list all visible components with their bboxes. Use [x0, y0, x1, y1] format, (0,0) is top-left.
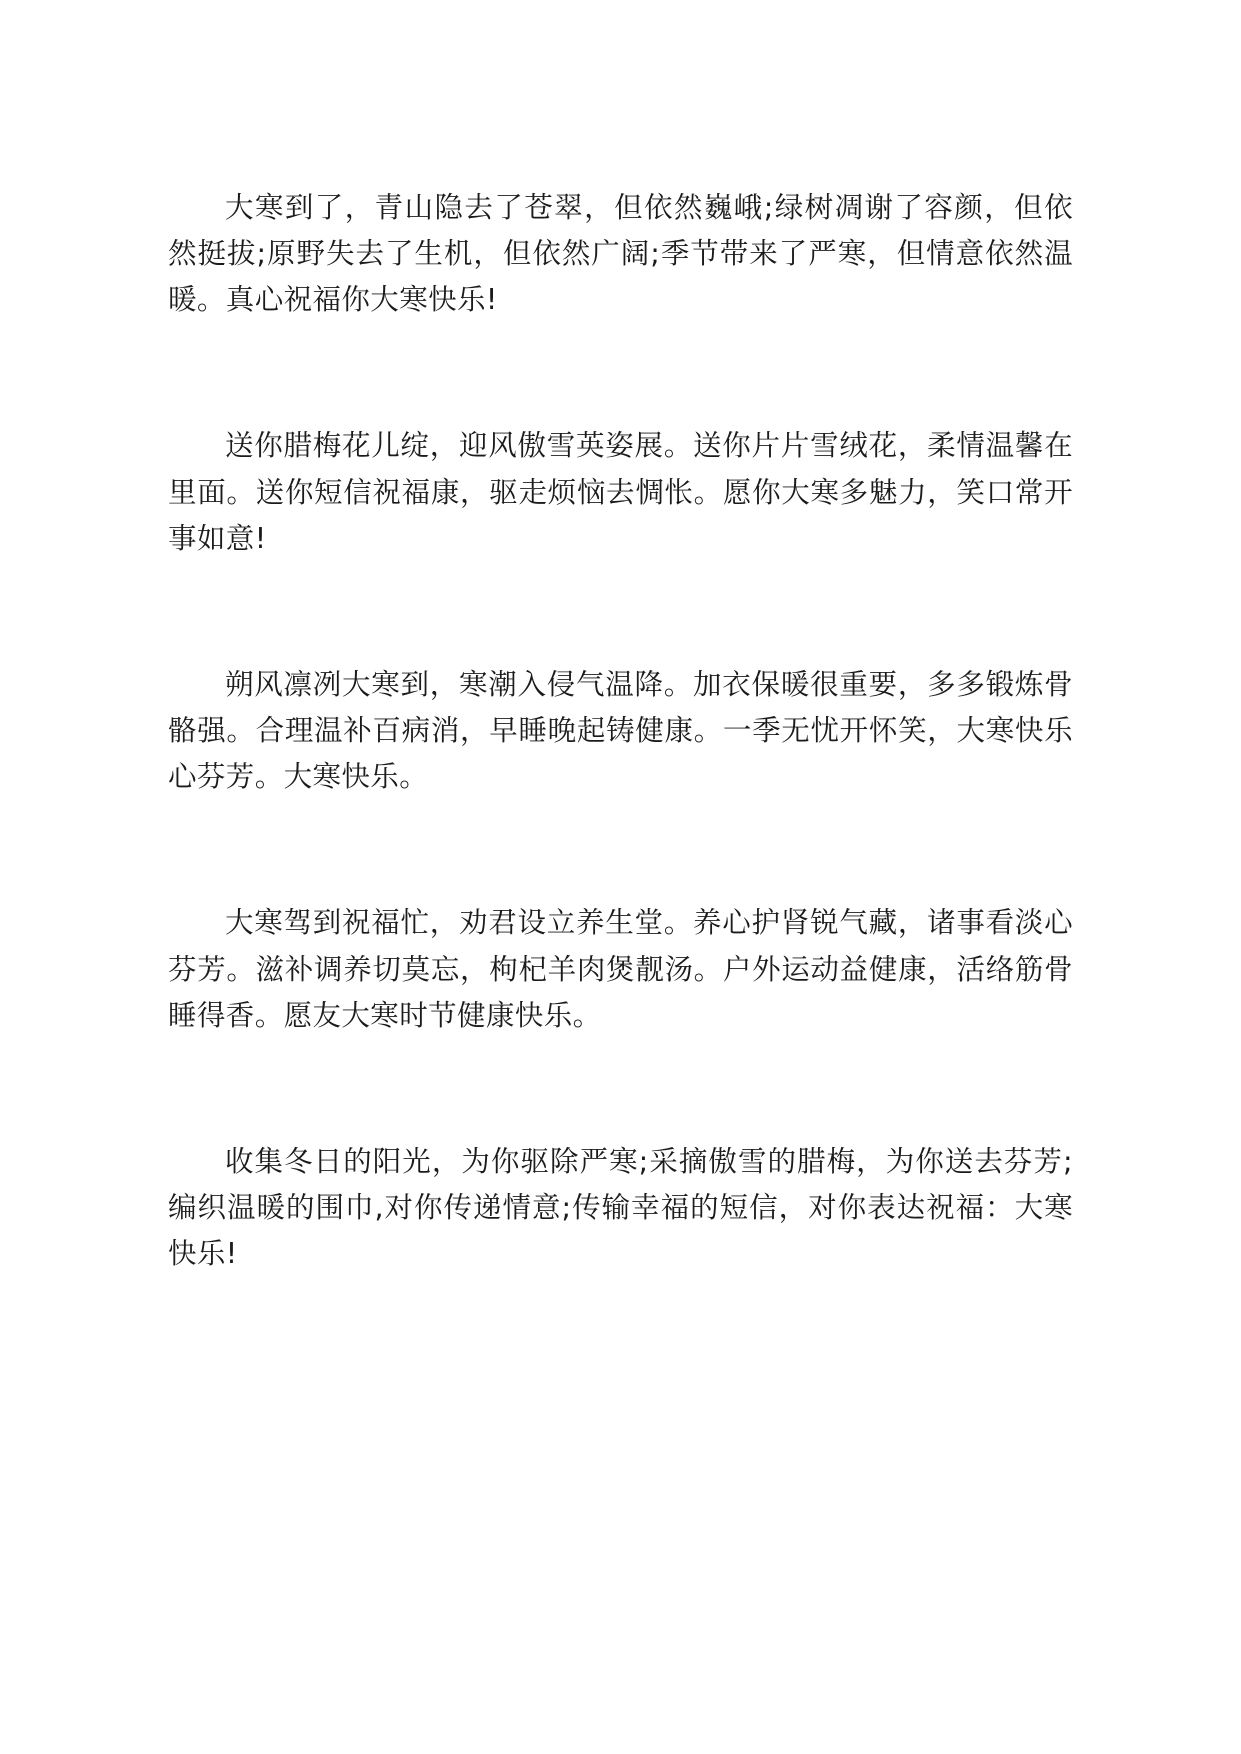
- paragraph-1: 大寒到了，青山隐去了苍翠，但依然巍峨;绿树凋谢了容颜，但依然挺拔;原野失去了生机，但依然广阔;季节带来了严寒，但情意依然温暖。真心祝福你大寒快乐!: [168, 191, 1073, 317]
- paragraph-4: 大寒驾到祝福忙，劝君设立养生堂。养心护肾锐气藏，诸事看淡心芬芳。滋补调养切莫忘，枸杞羊肉煲靓汤。户外运动益健康，活络筋骨睡得香。愿友大寒时节健康快乐。: [168, 906, 1073, 1032]
- paragraph-5: 收集冬日的阳光，为你驱除严寒;采摘傲雪的腊梅，为你送去芬芳;编织温暖的围巾,对你传递情意;传输幸福的短信，对你表达祝福：大寒快乐!: [168, 1144, 1073, 1271]
- paragraph-3: 朔风凛冽大寒到，寒潮入侵气温降。加衣保暖很重要，多多锻炼骨骼强。合理温补百病消，早睡晚起铸健康。一季无忧开怀笑，大寒快乐心芬芳。大寒快乐。: [168, 667, 1073, 794]
- document-body: [168, 185, 1073, 1277]
- paragraph-2: 送你腊梅花儿绽，迎风傲雪英姿展。送你片片雪绒花，柔情温馨在里面。送你短信祝福康，驱走烦恼去惆怅。愿你大寒多魅力，笑口常开事如意!: [168, 429, 1073, 555]
